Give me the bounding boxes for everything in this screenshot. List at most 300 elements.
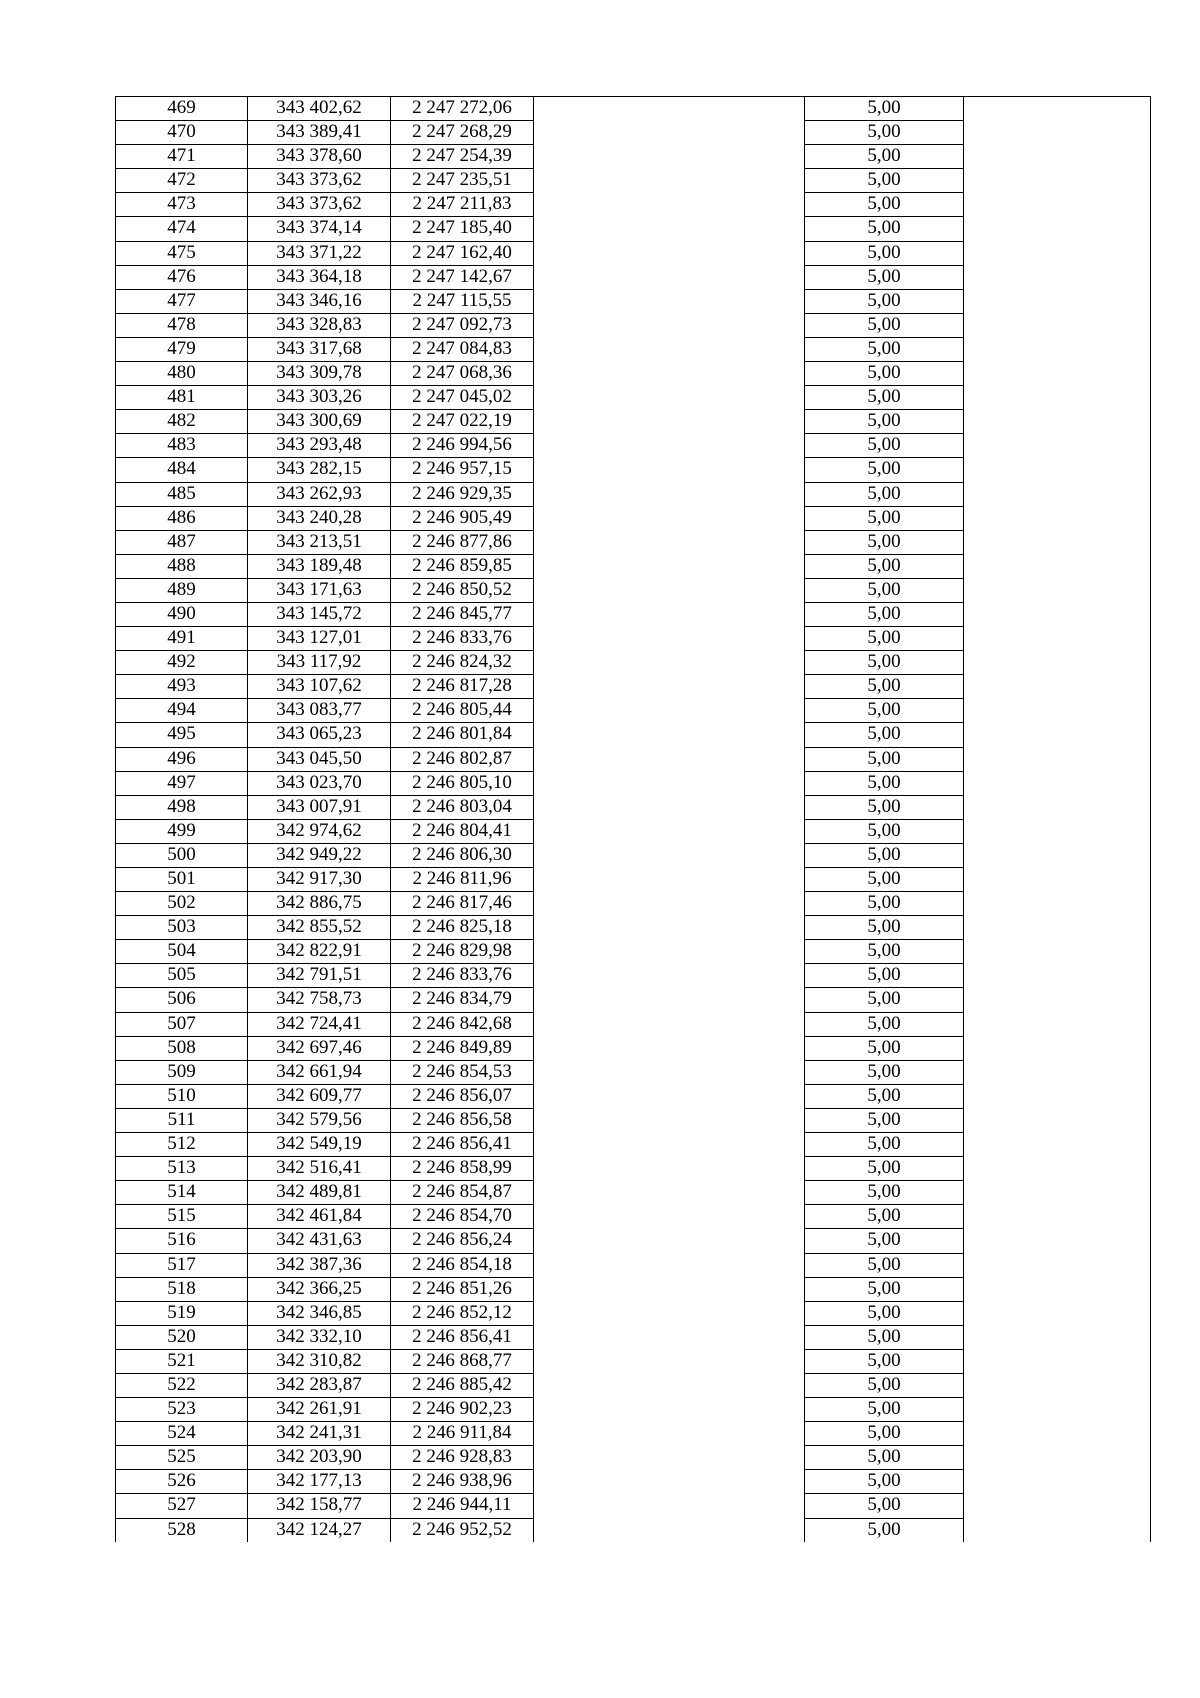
- empty-cell: [534, 1036, 805, 1060]
- y-coordinate-cell: 2 246 856,41: [391, 1133, 534, 1157]
- empty-cell: [534, 554, 805, 578]
- x-coordinate-cell: 342 974,62: [248, 819, 391, 843]
- table-row: [116, 121, 1151, 145]
- x-coordinate-cell: 343 293,48: [248, 434, 391, 458]
- x-coordinate-cell: 343 309,78: [248, 362, 391, 386]
- y-coordinate-cell: 2 246 994,56: [391, 434, 534, 458]
- accuracy-cell: 5,00: [805, 458, 964, 482]
- coordinates-table-body: [116, 97, 1151, 1542]
- y-coordinate-cell: 2 246 850,52: [391, 578, 534, 602]
- point-number-cell: 512: [116, 1133, 248, 1157]
- accuracy-cell: 5,00: [805, 506, 964, 530]
- empty-cell: [534, 482, 805, 506]
- x-coordinate-cell: 342 177,13: [248, 1470, 391, 1494]
- y-coordinate-cell: 2 246 858,99: [391, 1157, 534, 1181]
- note-cell: [964, 554, 1151, 578]
- table-row: [116, 145, 1151, 169]
- table-row: [116, 410, 1151, 434]
- table-row: [116, 892, 1151, 916]
- note-cell: [964, 675, 1151, 699]
- accuracy-cell: 5,00: [805, 651, 964, 675]
- point-number-cell: 476: [116, 265, 248, 289]
- table-row: [116, 651, 1151, 675]
- x-coordinate-cell: 343 240,28: [248, 506, 391, 530]
- table-row: [116, 1060, 1151, 1084]
- x-coordinate-cell: 343 083,77: [248, 699, 391, 723]
- x-coordinate-cell: 342 661,94: [248, 1060, 391, 1084]
- table-row: [116, 819, 1151, 843]
- empty-cell: [534, 627, 805, 651]
- point-number-cell: 503: [116, 916, 248, 940]
- accuracy-cell: 5,00: [805, 145, 964, 169]
- x-coordinate-cell: 342 241,31: [248, 1422, 391, 1446]
- point-number-cell: 499: [116, 819, 248, 843]
- note-cell: [964, 1301, 1151, 1325]
- note-cell: [964, 289, 1151, 313]
- point-number-cell: 506: [116, 988, 248, 1012]
- table-row: [116, 554, 1151, 578]
- point-number-cell: 526: [116, 1470, 248, 1494]
- accuracy-cell: 5,00: [805, 602, 964, 626]
- table-row: [116, 675, 1151, 699]
- x-coordinate-cell: 343 389,41: [248, 121, 391, 145]
- table-row: [116, 1108, 1151, 1132]
- accuracy-cell: 5,00: [805, 121, 964, 145]
- empty-cell: [534, 1253, 805, 1277]
- empty-cell: [534, 362, 805, 386]
- note-cell: [964, 145, 1151, 169]
- point-number-cell: 493: [116, 675, 248, 699]
- y-coordinate-cell: 2 246 854,53: [391, 1060, 534, 1084]
- y-coordinate-cell: 2 246 905,49: [391, 506, 534, 530]
- table-row: [116, 1325, 1151, 1349]
- accuracy-cell: 5,00: [805, 193, 964, 217]
- x-coordinate-cell: 342 724,41: [248, 1012, 391, 1036]
- table-row: [116, 1422, 1151, 1446]
- note-cell: [964, 482, 1151, 506]
- y-coordinate-cell: 2 246 829,98: [391, 940, 534, 964]
- accuracy-cell: 5,00: [805, 964, 964, 988]
- table-row: [116, 1518, 1151, 1542]
- point-number-cell: 483: [116, 434, 248, 458]
- empty-cell: [534, 771, 805, 795]
- table-row: [116, 964, 1151, 988]
- point-number-cell: 518: [116, 1277, 248, 1301]
- note-cell: [964, 530, 1151, 554]
- note-cell: [964, 1446, 1151, 1470]
- point-number-cell: 474: [116, 217, 248, 241]
- empty-cell: [534, 988, 805, 1012]
- accuracy-cell: 5,00: [805, 1036, 964, 1060]
- empty-cell: [534, 1518, 805, 1542]
- note-cell: [964, 362, 1151, 386]
- accuracy-cell: 5,00: [805, 482, 964, 506]
- accuracy-cell: 5,00: [805, 313, 964, 337]
- empty-cell: [534, 723, 805, 747]
- point-number-cell: 492: [116, 651, 248, 675]
- y-coordinate-cell: 2 247 268,29: [391, 121, 534, 145]
- point-number-cell: 504: [116, 940, 248, 964]
- point-number-cell: 471: [116, 145, 248, 169]
- x-coordinate-cell: 342 158,77: [248, 1494, 391, 1518]
- accuracy-cell: 5,00: [805, 940, 964, 964]
- x-coordinate-cell: 342 366,25: [248, 1277, 391, 1301]
- table-row: [116, 1229, 1151, 1253]
- table-row: [116, 1446, 1151, 1470]
- y-coordinate-cell: 2 246 802,87: [391, 747, 534, 771]
- point-number-cell: 511: [116, 1108, 248, 1132]
- point-number-cell: 509: [116, 1060, 248, 1084]
- point-number-cell: 491: [116, 627, 248, 651]
- point-number-cell: 523: [116, 1398, 248, 1422]
- point-number-cell: 513: [116, 1157, 248, 1181]
- empty-cell: [534, 1277, 805, 1301]
- point-number-cell: 484: [116, 458, 248, 482]
- y-coordinate-cell: 2 246 803,04: [391, 795, 534, 819]
- note-cell: [964, 916, 1151, 940]
- note-cell: [964, 819, 1151, 843]
- empty-cell: [534, 916, 805, 940]
- x-coordinate-cell: 343 303,26: [248, 386, 391, 410]
- y-coordinate-cell: 2 247 068,36: [391, 362, 534, 386]
- point-number-cell: 478: [116, 313, 248, 337]
- table-row: [116, 289, 1151, 313]
- empty-cell: [534, 1494, 805, 1518]
- note-cell: [964, 988, 1151, 1012]
- accuracy-cell: 5,00: [805, 289, 964, 313]
- table-row: [116, 386, 1151, 410]
- table-row: [116, 988, 1151, 1012]
- point-number-cell: 481: [116, 386, 248, 410]
- accuracy-cell: 5,00: [805, 1205, 964, 1229]
- accuracy-cell: 5,00: [805, 916, 964, 940]
- y-coordinate-cell: 2 246 806,30: [391, 843, 534, 867]
- y-coordinate-cell: 2 246 952,52: [391, 1518, 534, 1542]
- accuracy-cell: 5,00: [805, 1229, 964, 1253]
- note-cell: [964, 1133, 1151, 1157]
- empty-cell: [534, 410, 805, 434]
- empty-cell: [534, 940, 805, 964]
- table-row: [116, 506, 1151, 530]
- note-cell: [964, 313, 1151, 337]
- y-coordinate-cell: 2 247 142,67: [391, 265, 534, 289]
- note-cell: [964, 868, 1151, 892]
- accuracy-cell: 5,00: [805, 723, 964, 747]
- note-cell: [964, 434, 1151, 458]
- table-row: [116, 265, 1151, 289]
- x-coordinate-cell: 342 855,52: [248, 916, 391, 940]
- note-cell: [964, 386, 1151, 410]
- y-coordinate-cell: 2 246 842,68: [391, 1012, 534, 1036]
- empty-cell: [534, 892, 805, 916]
- x-coordinate-cell: 342 261,91: [248, 1398, 391, 1422]
- table-row: [116, 699, 1151, 723]
- accuracy-cell: 5,00: [805, 1494, 964, 1518]
- empty-cell: [534, 1398, 805, 1422]
- x-coordinate-cell: 343 145,72: [248, 602, 391, 626]
- table-row: [116, 1494, 1151, 1518]
- x-coordinate-cell: 343 373,62: [248, 193, 391, 217]
- accuracy-cell: 5,00: [805, 1301, 964, 1325]
- accuracy-cell: 5,00: [805, 747, 964, 771]
- note-cell: [964, 337, 1151, 361]
- x-coordinate-cell: 342 283,87: [248, 1373, 391, 1397]
- table-row: [116, 627, 1151, 651]
- accuracy-cell: 5,00: [805, 1181, 964, 1205]
- table-row: [116, 434, 1151, 458]
- empty-cell: [534, 1181, 805, 1205]
- y-coordinate-cell: 2 246 868,77: [391, 1349, 534, 1373]
- note-cell: [964, 1012, 1151, 1036]
- y-coordinate-cell: 2 246 849,89: [391, 1036, 534, 1060]
- point-number-cell: 470: [116, 121, 248, 145]
- point-number-cell: 479: [116, 337, 248, 361]
- point-number-cell: 482: [116, 410, 248, 434]
- note-cell: [964, 1060, 1151, 1084]
- empty-cell: [534, 602, 805, 626]
- x-coordinate-cell: 342 949,22: [248, 843, 391, 867]
- accuracy-cell: 5,00: [805, 795, 964, 819]
- empty-cell: [534, 1325, 805, 1349]
- point-number-cell: 525: [116, 1446, 248, 1470]
- x-coordinate-cell: 343 373,62: [248, 169, 391, 193]
- y-coordinate-cell: 2 247 235,51: [391, 169, 534, 193]
- accuracy-cell: 5,00: [805, 169, 964, 193]
- y-coordinate-cell: 2 247 254,39: [391, 145, 534, 169]
- table-row: [116, 916, 1151, 940]
- y-coordinate-cell: 2 246 801,84: [391, 723, 534, 747]
- note-cell: [964, 1205, 1151, 1229]
- accuracy-cell: 5,00: [805, 530, 964, 554]
- table-row: [116, 1205, 1151, 1229]
- note-cell: [964, 1422, 1151, 1446]
- accuracy-cell: 5,00: [805, 97, 964, 121]
- point-number-cell: 521: [116, 1349, 248, 1373]
- empty-cell: [534, 843, 805, 867]
- y-coordinate-cell: 2 246 854,87: [391, 1181, 534, 1205]
- y-coordinate-cell: 2 246 902,23: [391, 1398, 534, 1422]
- x-coordinate-cell: 342 758,73: [248, 988, 391, 1012]
- table-row: [116, 1036, 1151, 1060]
- accuracy-cell: 5,00: [805, 434, 964, 458]
- empty-cell: [534, 289, 805, 313]
- empty-cell: [534, 675, 805, 699]
- y-coordinate-cell: 2 247 185,40: [391, 217, 534, 241]
- note-cell: [964, 193, 1151, 217]
- y-coordinate-cell: 2 246 854,70: [391, 1205, 534, 1229]
- accuracy-cell: 5,00: [805, 1133, 964, 1157]
- table-row: [116, 1398, 1151, 1422]
- empty-cell: [534, 795, 805, 819]
- y-coordinate-cell: 2 246 817,46: [391, 892, 534, 916]
- point-number-cell: 480: [116, 362, 248, 386]
- accuracy-cell: 5,00: [805, 771, 964, 795]
- x-coordinate-cell: 342 886,75: [248, 892, 391, 916]
- point-number-cell: 495: [116, 723, 248, 747]
- note-cell: [964, 795, 1151, 819]
- table-row: [116, 1181, 1151, 1205]
- table-row: [116, 1373, 1151, 1397]
- note-cell: [964, 1181, 1151, 1205]
- accuracy-cell: 5,00: [805, 1446, 964, 1470]
- note-cell: [964, 892, 1151, 916]
- note-cell: [964, 747, 1151, 771]
- y-coordinate-cell: 2 246 885,42: [391, 1373, 534, 1397]
- point-number-cell: 510: [116, 1084, 248, 1108]
- accuracy-cell: 5,00: [805, 1012, 964, 1036]
- x-coordinate-cell: 342 609,77: [248, 1084, 391, 1108]
- x-coordinate-cell: 343 023,70: [248, 771, 391, 795]
- note-cell: [964, 602, 1151, 626]
- x-coordinate-cell: 342 822,91: [248, 940, 391, 964]
- note-cell: [964, 1108, 1151, 1132]
- table-row: [116, 1133, 1151, 1157]
- accuracy-cell: 5,00: [805, 627, 964, 651]
- point-number-cell: 514: [116, 1181, 248, 1205]
- table-row: [116, 1277, 1151, 1301]
- accuracy-cell: 5,00: [805, 1108, 964, 1132]
- note-cell: [964, 169, 1151, 193]
- note-cell: [964, 1494, 1151, 1518]
- y-coordinate-cell: 2 246 856,07: [391, 1084, 534, 1108]
- empty-cell: [534, 651, 805, 675]
- y-coordinate-cell: 2 246 877,86: [391, 530, 534, 554]
- x-coordinate-cell: 342 461,84: [248, 1205, 391, 1229]
- accuracy-cell: 5,00: [805, 892, 964, 916]
- y-coordinate-cell: 2 246 851,26: [391, 1277, 534, 1301]
- accuracy-cell: 5,00: [805, 217, 964, 241]
- y-coordinate-cell: 2 246 856,24: [391, 1229, 534, 1253]
- point-number-cell: 494: [116, 699, 248, 723]
- table-row: [116, 337, 1151, 361]
- accuracy-cell: 5,00: [805, 1157, 964, 1181]
- point-number-cell: 498: [116, 795, 248, 819]
- x-coordinate-cell: 343 374,14: [248, 217, 391, 241]
- x-coordinate-cell: 342 387,36: [248, 1253, 391, 1277]
- accuracy-cell: 5,00: [805, 578, 964, 602]
- point-number-cell: 524: [116, 1422, 248, 1446]
- x-coordinate-cell: 342 516,41: [248, 1157, 391, 1181]
- point-number-cell: 475: [116, 241, 248, 265]
- x-coordinate-cell: 343 171,63: [248, 578, 391, 602]
- point-number-cell: 501: [116, 868, 248, 892]
- point-number-cell: 507: [116, 1012, 248, 1036]
- table-row: [116, 1012, 1151, 1036]
- table-row: [116, 1470, 1151, 1494]
- table-row: [116, 169, 1151, 193]
- point-number-cell: 522: [116, 1373, 248, 1397]
- y-coordinate-cell: 2 246 833,76: [391, 964, 534, 988]
- note-cell: [964, 1325, 1151, 1349]
- accuracy-cell: 5,00: [805, 554, 964, 578]
- y-coordinate-cell: 2 246 817,28: [391, 675, 534, 699]
- note-cell: [964, 1349, 1151, 1373]
- table-row: [116, 482, 1151, 506]
- note-cell: [964, 410, 1151, 434]
- note-cell: [964, 241, 1151, 265]
- y-coordinate-cell: 2 246 804,41: [391, 819, 534, 843]
- coordinates-table: [115, 96, 1151, 1542]
- y-coordinate-cell: 2 246 856,41: [391, 1325, 534, 1349]
- point-number-cell: 469: [116, 97, 248, 121]
- empty-cell: [534, 1205, 805, 1229]
- point-number-cell: 500: [116, 843, 248, 867]
- x-coordinate-cell: 343 378,60: [248, 145, 391, 169]
- empty-cell: [534, 313, 805, 337]
- table-row: [116, 868, 1151, 892]
- empty-cell: [534, 819, 805, 843]
- note-cell: [964, 578, 1151, 602]
- x-coordinate-cell: 343 107,62: [248, 675, 391, 699]
- x-coordinate-cell: 343 371,22: [248, 241, 391, 265]
- x-coordinate-cell: 343 045,50: [248, 747, 391, 771]
- x-coordinate-cell: 342 203,90: [248, 1446, 391, 1470]
- accuracy-cell: 5,00: [805, 1398, 964, 1422]
- empty-cell: [534, 1060, 805, 1084]
- accuracy-cell: 5,00: [805, 1325, 964, 1349]
- point-number-cell: 487: [116, 530, 248, 554]
- x-coordinate-cell: 342 791,51: [248, 964, 391, 988]
- table-row: [116, 313, 1151, 337]
- x-coordinate-cell: 343 364,18: [248, 265, 391, 289]
- empty-cell: [534, 1446, 805, 1470]
- y-coordinate-cell: 2 247 022,19: [391, 410, 534, 434]
- y-coordinate-cell: 2 246 938,96: [391, 1470, 534, 1494]
- point-number-cell: 485: [116, 482, 248, 506]
- y-coordinate-cell: 2 246 805,10: [391, 771, 534, 795]
- y-coordinate-cell: 2 246 859,85: [391, 554, 534, 578]
- y-coordinate-cell: 2 246 944,11: [391, 1494, 534, 1518]
- point-number-cell: 516: [116, 1229, 248, 1253]
- x-coordinate-cell: 342 489,81: [248, 1181, 391, 1205]
- note-cell: [964, 506, 1151, 530]
- y-coordinate-cell: 2 246 856,58: [391, 1108, 534, 1132]
- accuracy-cell: 5,00: [805, 1373, 964, 1397]
- x-coordinate-cell: 343 402,62: [248, 97, 391, 121]
- point-number-cell: 527: [116, 1494, 248, 1518]
- accuracy-cell: 5,00: [805, 1518, 964, 1542]
- accuracy-cell: 5,00: [805, 988, 964, 1012]
- y-coordinate-cell: 2 246 805,44: [391, 699, 534, 723]
- table-row: [116, 940, 1151, 964]
- empty-cell: [534, 121, 805, 145]
- empty-cell: [534, 964, 805, 988]
- note-cell: [964, 964, 1151, 988]
- point-number-cell: 490: [116, 602, 248, 626]
- note-cell: [964, 843, 1151, 867]
- y-coordinate-cell: 2 246 854,18: [391, 1253, 534, 1277]
- point-number-cell: 517: [116, 1253, 248, 1277]
- accuracy-cell: 5,00: [805, 1277, 964, 1301]
- note-cell: [964, 265, 1151, 289]
- empty-cell: [534, 193, 805, 217]
- empty-cell: [534, 506, 805, 530]
- accuracy-cell: 5,00: [805, 819, 964, 843]
- y-coordinate-cell: 2 246 957,15: [391, 458, 534, 482]
- y-coordinate-cell: 2 246 833,76: [391, 627, 534, 651]
- x-coordinate-cell: 342 431,63: [248, 1229, 391, 1253]
- table-row: [116, 602, 1151, 626]
- point-number-cell: 508: [116, 1036, 248, 1060]
- x-coordinate-cell: 343 328,83: [248, 313, 391, 337]
- x-coordinate-cell: 342 346,85: [248, 1301, 391, 1325]
- empty-cell: [534, 1157, 805, 1181]
- empty-cell: [534, 386, 805, 410]
- y-coordinate-cell: 2 246 824,32: [391, 651, 534, 675]
- empty-cell: [534, 1229, 805, 1253]
- accuracy-cell: 5,00: [805, 337, 964, 361]
- empty-cell: [534, 337, 805, 361]
